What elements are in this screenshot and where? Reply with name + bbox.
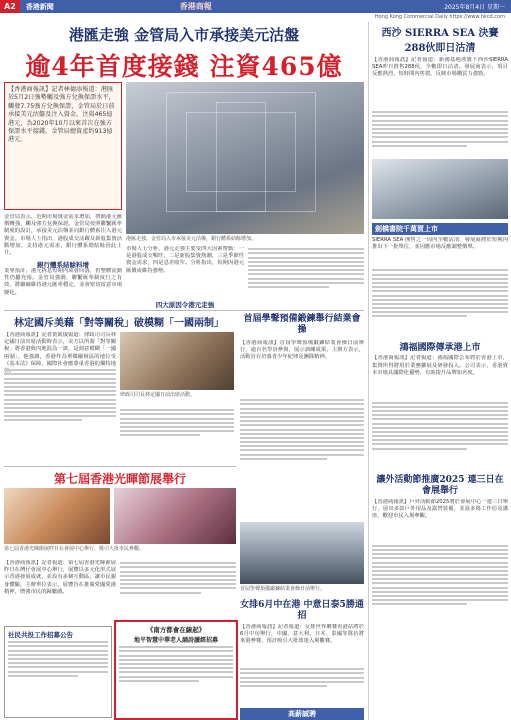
- right-column-text-lines: [248, 246, 364, 308]
- side-top-lines: [372, 111, 508, 157]
- second-photo-caption: 律政司司長林定國日前出席活動。: [120, 392, 196, 398]
- lead-photo: [126, 82, 364, 234]
- center-cross-head: 四大原因令港元走強: [155, 301, 215, 309]
- notice-right-banner: 高薪誠聘: [240, 708, 364, 720]
- section-divider: [4, 310, 364, 311]
- center-body-text: 市場人士分析，港元走強主要受四大因素帶動：一是港股成交暢旺，二是新股集資熱潮，三是季節性資金需求，四是息差收窄。分析指出，短期內港元匯價或維持強勢。: [126, 246, 244, 274]
- third-col2-lines: [120, 560, 236, 620]
- side-lower-headline: 鴻福國際傳承港上市: [399, 343, 481, 354]
- lead-summary-text: 【香港商報訊】記者林德添報道：港匯於5月2日強勢觸及強方兌換保證水平，觸發7.75強方兌換保證，金管局於日前承接美元沽盤及注入資金，注資465億港元，為2020年10月以來首次在強方保證水平接錢。金管局總資產約913億港元。: [8, 86, 115, 144]
- bottom-right-headline: 女排6月中在港 中意日泰5勝通招: [240, 600, 364, 621]
- lead-summary-box: [4, 82, 122, 210]
- lead-cross-head: 銀行體系結餘料增: [37, 261, 89, 269]
- site-url: Hong Kong Commercial Daily https://www.hkcd.com: [374, 14, 505, 20]
- lead-body-text-2: 業界預計，港元拆息短期內或會回落，但整體流動性仍屬充裕。金管局強調，聯繫匯率制度行之有效，將繼續維持港元匯率穩定，並會密切留意市場變化。: [4, 268, 122, 296]
- side-top-headline: 西沙 SIERRA SEA 決賽288伙即日沽清: [381, 28, 499, 54]
- side-mid-lines: [372, 269, 508, 337]
- side-top-body: 【香港商報訊】記者報道：新鴻基地產旗下西沙SIERRA SEA昨日推售288伙，全數即日沽清。發展商表示，項目反應熱烈，短時間內售罄，反映市場購買力強勁。: [372, 57, 508, 78]
- lead-subheadline: 港匯走強 金管局入市承接美元沽盤: [68, 26, 300, 44]
- side-column: [368, 22, 508, 720]
- notice-left-title: 社民共投工作招募公告: [8, 631, 73, 639]
- side-bottom-headline: 讓外活動節推廣2025 連三日在會展舉行: [376, 474, 504, 496]
- bottom-right-body: 【香港商報訊】記者報道：女排世界聯賽香港站將於6月中旬舉行，中國、意大利、日本、泰國等隊伍將來港參賽，預計吸引大批球迷入場觀賽。: [240, 624, 364, 645]
- side-mid-body: SIERRA SEA 開售之一周內全數沽清，發展商將於短期內推出下一批單位，並因應市場反應調整價單。: [372, 237, 508, 251]
- page-header-bar: [0, 0, 511, 13]
- side-lower-lines: [372, 402, 508, 472]
- notice-center-lines: [119, 646, 233, 682]
- third-photo-2: [114, 488, 236, 544]
- notice-center-title: 《南方都會在線起》: [146, 626, 206, 634]
- third-body-text: 【香港商報訊】記者報道：第七屆香港光暉節展昨日在灣仔會展中心舉行，展覽以多元化形式展示香港發展成就，並設有多個互動區，讓市民親身體驗。主辦單位表示，展覽旨在推廣愛國愛港精神，增強市民的歸屬感。: [4, 560, 116, 595]
- side-bottom-body: 【香港商報訊】戶外活動節2025將於會展中心一連三日舉行，展出多款戶外用品及露營裝備，並設多場工作坊及講座，歡迎市民入場參觀。: [372, 498, 508, 519]
- second-col2-lines: [120, 407, 234, 462]
- notice-center-sub: 地平智慧中華老人誦詩讀經招募: [133, 637, 218, 644]
- second-body-lines: [4, 367, 116, 462]
- section-divider-2: [4, 466, 236, 467]
- side-bottom-lines: [372, 545, 508, 635]
- site-line: [0, 13, 511, 21]
- right-mid-body: 【香港商報訊】首屆學聲預備鍛鍊結業會操日前舉行，逾百名學員參與，展示訓練成果。主辦方表示，活動旨在培養青少年紀律及團隊精神。: [240, 340, 364, 361]
- march-photo: [240, 522, 364, 584]
- third-photo-1: [4, 488, 110, 544]
- main-column: [4, 22, 364, 720]
- center-photo-caption: 港匯走強，金管局入市承接美元沽盤，銀行體系結餘增加。: [126, 236, 257, 242]
- lead-headline: 逾4年首度接錢 注資465億: [25, 52, 343, 81]
- notice-box-left: [4, 626, 112, 718]
- bottom-right-lines: [240, 666, 364, 706]
- masthead-logo: 香港商報: [179, 1, 212, 11]
- third-photo-caption: 第七屆香港光暉節展昨日在會展中心舉行，吸引大批市民參觀。: [4, 546, 145, 552]
- issue-date: 2025年8月4日 星期一: [444, 4, 505, 11]
- second-body-text: 【香港商報訊】記者黃凱儀報道：律政司司長林定國日前出席活動時表示，美方以所謂「對等關稅」將香港與內地混為一談，是刻意模糊「一國兩制」。他強調，香港作為單獨關稅區的地位受《基本法》保障，國際社會應尊重香港的獨特地: [4, 332, 116, 367]
- right-mid-photo-caption: 首屆學聲預備鍛鍊結業會操日前舉行。: [240, 586, 326, 592]
- side-mid-banner: 劍橋書院千萬賀上市: [372, 223, 508, 235]
- section-name: 香港新聞: [25, 2, 54, 11]
- lead-body-text: 金管局表示，近期市場資金需求增加，帶動港元匯價轉強，觸及強方兌換保證。金管局按照聯繫匯率制度的設計，承接美元沽盤並向銀行體系注入港元資金。市場人士指出，港股成交活躍及新股集資活動增加，支持港元需求，銀行體系總結餘因此上升。: [4, 214, 122, 257]
- page-tag: A2: [0, 0, 20, 13]
- third-headline: 第七屆香港光暉節展舉行: [53, 472, 186, 486]
- right-mid-headline: 首屆學聲預備鍛鍊舉行結業會操: [243, 314, 361, 335]
- right-mid-lines: [240, 397, 364, 517]
- notice-left-lines: [8, 641, 108, 677]
- second-photo: [120, 332, 234, 390]
- side-top-photo: [372, 159, 508, 219]
- side-lower-body: 【香港商報訊】記者報道：鴻福國際公布將於香港上市，集資所得將用於業務擴展及研發投入。公司表示，香港資本市場具國際化優勢，有助提升品牌知名度。: [372, 355, 508, 376]
- second-headline: 林定國斥美藉「對等關稅」破模糊「一國兩制」: [14, 318, 224, 329]
- notice-box-center: [114, 620, 238, 720]
